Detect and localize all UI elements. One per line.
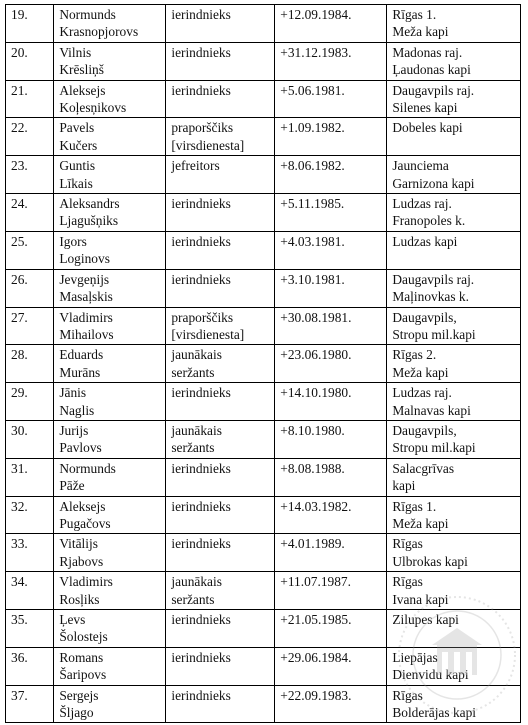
row-number-text: 28. — [11, 347, 28, 363]
person-name — [54, 383, 166, 421]
table-row — [6, 307, 521, 345]
last-name: Līkais — [59, 175, 93, 191]
first-name: Vilnis — [59, 44, 92, 60]
first-name: Vladimirs — [59, 309, 113, 325]
row-number — [6, 231, 54, 269]
table-row — [6, 383, 521, 421]
death-date — [275, 80, 387, 118]
burial-place-line-2: Ulbrokas kapi — [392, 553, 468, 569]
first-name: Normunds — [59, 460, 116, 476]
first-name: Aleksejs — [59, 82, 106, 98]
person-name — [54, 156, 166, 194]
first-name: Vitālijs — [59, 536, 98, 552]
person-name — [54, 458, 166, 496]
burial-place — [387, 269, 521, 307]
rank-line-2: seržants — [171, 591, 215, 607]
row-number — [6, 383, 54, 421]
row-number — [6, 458, 54, 496]
burial-place-line-1: Rīgas 2. — [392, 347, 437, 363]
person-name — [54, 5, 166, 43]
military-rank — [166, 194, 275, 232]
table-row — [6, 458, 521, 496]
row-number — [6, 118, 54, 156]
row-number-text: 23. — [11, 158, 28, 174]
rank-line-2: [virsdienesta] — [171, 326, 245, 342]
last-name: Masaļskis — [59, 289, 113, 305]
row-number-text: 19. — [11, 7, 28, 22]
death-date-text: +14.10.1980. — [280, 385, 352, 401]
rank-line-1: jaunākais — [171, 347, 222, 363]
burial-place-line-1: Salacgrīvas — [392, 460, 455, 476]
death-date — [275, 156, 387, 194]
death-date-text: +30.08.1981. — [280, 309, 352, 325]
burial-place-line-2: Franopoles k. — [392, 213, 466, 229]
death-date-text: +3.10.1981. — [280, 271, 345, 287]
row-number — [6, 647, 54, 685]
first-name: Aleksejs — [59, 498, 106, 514]
burial-place-line-1: Daugavpils raj. — [392, 271, 475, 287]
person-name — [54, 420, 166, 458]
person-name — [54, 647, 166, 685]
military-rank — [166, 458, 275, 496]
last-name: Pugačovs — [59, 515, 111, 531]
rank-line-1: jaunākais — [171, 422, 222, 438]
last-name: Rosļiks — [59, 591, 100, 607]
burial-place — [387, 685, 521, 723]
burial-place-line-1: Dobeles kapi — [392, 120, 463, 136]
burial-place-line-2: Silenes kapi — [392, 100, 458, 116]
table-row — [6, 647, 521, 685]
table-row — [6, 496, 521, 534]
row-number — [6, 307, 54, 345]
burial-place-line-1: Rīgas 1. — [392, 7, 437, 22]
person-name — [54, 269, 166, 307]
burial-place — [387, 42, 521, 80]
military-rank — [166, 269, 275, 307]
rank-line-1: ierindnieks — [171, 7, 231, 22]
military-rank — [166, 572, 275, 610]
death-date — [275, 307, 387, 345]
burial-place — [387, 610, 521, 648]
military-rank — [166, 420, 275, 458]
burial-place — [387, 307, 521, 345]
burial-place-line-1: Rīgas — [392, 574, 423, 590]
first-name: Jānis — [59, 385, 87, 401]
rank-line-1: jefreitors — [171, 158, 220, 174]
last-name: Pavlovs — [59, 440, 102, 456]
military-rank — [166, 383, 275, 421]
row-number — [6, 685, 54, 723]
burial-place-line-2: Garnizona kapi — [392, 175, 475, 191]
rank-line-1: ierindnieks — [171, 196, 231, 212]
row-number — [6, 269, 54, 307]
table-row — [6, 534, 521, 572]
first-name: Pavels — [59, 120, 95, 136]
burial-place — [387, 572, 521, 610]
death-date — [275, 496, 387, 534]
burial-place-line-2: Stropu mil.kapi — [392, 440, 476, 456]
death-date — [275, 345, 387, 383]
burial-place-line-1: Daugavpils, — [392, 422, 457, 438]
military-rank — [166, 80, 275, 118]
death-date-text: +12.09.1984. — [280, 7, 352, 22]
person-name — [54, 42, 166, 80]
person-name — [54, 194, 166, 232]
death-date-text: +22.09.1983. — [280, 687, 352, 703]
rank-line-1: ierindnieks — [171, 44, 231, 60]
row-number — [6, 534, 54, 572]
row-number — [6, 5, 54, 43]
person-name — [54, 307, 166, 345]
burial-place — [387, 5, 521, 43]
rank-line-2: [virsdienesta] — [171, 137, 245, 153]
row-number-text: 36. — [11, 649, 28, 665]
burial-place-line-1: Rīgas — [392, 687, 423, 703]
burial-place — [387, 458, 521, 496]
rank-line-2: seržants — [171, 364, 215, 380]
military-rank — [166, 42, 275, 80]
row-number-text: 35. — [11, 612, 28, 627]
first-name: Jevgeņijs — [59, 271, 110, 287]
burial-place — [387, 534, 521, 572]
death-date-text: +11.07.1987. — [280, 574, 351, 590]
last-name: Koļesņikovs — [59, 100, 127, 116]
table-row — [6, 610, 521, 648]
table-row — [6, 42, 521, 80]
row-number-text: 21. — [11, 82, 28, 98]
burial-place — [387, 383, 521, 421]
death-date-text: +31.12.1983. — [280, 44, 352, 60]
table-row — [6, 269, 521, 307]
row-number-text: 22. — [11, 120, 28, 136]
death-date — [275, 194, 387, 232]
last-name: Kučers — [59, 137, 98, 153]
death-date — [275, 458, 387, 496]
military-rank — [166, 345, 275, 383]
rank-line-1: ierindnieks — [171, 687, 231, 703]
burial-place-line-2: Dienvidu kapi — [392, 667, 469, 683]
burial-place-line-1: Rīgas — [392, 536, 423, 552]
table-row — [6, 156, 521, 194]
row-number-text: 34. — [11, 574, 28, 590]
military-rank — [166, 647, 275, 685]
row-number — [6, 42, 54, 80]
row-number-text: 33. — [11, 536, 28, 552]
rank-line-1: ierindnieks — [171, 385, 231, 401]
last-name: Šaripovs — [59, 667, 107, 683]
death-date — [275, 118, 387, 156]
person-name — [54, 231, 166, 269]
first-name: Guntis — [59, 158, 96, 174]
row-number — [6, 572, 54, 610]
rank-line-1: ierindnieks — [171, 460, 231, 476]
rank-line-1: praporščiks — [171, 120, 234, 136]
burial-place-line-2: Bolderājas kapi — [392, 705, 476, 721]
last-name: Naglis — [59, 402, 95, 418]
row-number-text: 27. — [11, 309, 28, 325]
burial-place-line-1: Liepājas — [392, 649, 438, 665]
burial-place-line-2: Maļinovkas k. — [392, 289, 469, 305]
first-name: Normunds — [59, 7, 116, 22]
row-number-text: 25. — [11, 233, 28, 249]
military-rank — [166, 307, 275, 345]
death-date — [275, 42, 387, 80]
row-number-text: 24. — [11, 196, 28, 212]
death-date — [275, 610, 387, 648]
rank-line-1: ierindnieks — [171, 612, 231, 627]
burial-place-line-1: Ludzas raj. — [392, 196, 452, 212]
row-number — [6, 420, 54, 458]
burial-place-line-2: Meža kapi — [392, 364, 449, 380]
person-name — [54, 496, 166, 534]
row-number — [6, 345, 54, 383]
row-number — [6, 194, 54, 232]
burial-place — [387, 345, 521, 383]
first-name: Igors — [59, 233, 87, 249]
last-name: Pāže — [59, 478, 85, 494]
burial-place — [387, 156, 521, 194]
death-date-text: +8.06.1982. — [280, 158, 345, 174]
row-number-text: 31. — [11, 460, 28, 476]
rank-line-1: ierindnieks — [171, 233, 231, 249]
first-name: Ļevs — [59, 612, 86, 627]
burial-place-line-1: Rīgas 1. — [392, 498, 437, 514]
last-name: Šolostejs — [59, 629, 108, 645]
last-name: Mihailovs — [59, 326, 114, 342]
death-date — [275, 231, 387, 269]
military-rank — [166, 496, 275, 534]
death-date-text: +1.09.1982. — [280, 120, 345, 136]
table-row — [6, 685, 521, 723]
first-name: Romans — [59, 649, 104, 665]
table-row — [6, 231, 521, 269]
rank-line-1: ierindnieks — [171, 82, 231, 98]
death-date-text: +21.05.1985. — [280, 612, 352, 627]
death-date — [275, 383, 387, 421]
rank-line-1: ierindnieks — [171, 536, 231, 552]
person-name — [54, 118, 166, 156]
death-date — [275, 534, 387, 572]
first-name: Eduards — [59, 347, 104, 363]
rank-line-1: ierindnieks — [171, 271, 231, 287]
row-number — [6, 156, 54, 194]
death-date-text: +23.06.1980. — [280, 347, 352, 363]
death-date-text: +4.03.1981. — [280, 233, 345, 249]
death-date — [275, 420, 387, 458]
death-date-text: +8.08.1988. — [280, 460, 345, 476]
last-name: Murāns — [59, 364, 101, 380]
burial-place — [387, 496, 521, 534]
person-name — [54, 610, 166, 648]
military-rank — [166, 118, 275, 156]
row-number — [6, 80, 54, 118]
rank-line-1: ierindnieks — [171, 498, 231, 514]
military-rank — [166, 5, 275, 43]
military-rank — [166, 610, 275, 648]
death-date — [275, 269, 387, 307]
burial-place-line-1: Ludzas kapi — [392, 233, 458, 249]
person-name — [54, 685, 166, 723]
burial-place — [387, 647, 521, 685]
death-date-text: +4.01.1989. — [280, 536, 345, 552]
table-row — [6, 118, 521, 156]
memorial-list-table — [5, 4, 521, 723]
burial-place-line-2: Meža kapi — [392, 515, 449, 531]
person-name — [54, 80, 166, 118]
rank-line-1: praporščiks — [171, 309, 234, 325]
first-name: Aleksandrs — [59, 196, 120, 212]
row-number-text: 32. — [11, 498, 28, 514]
rank-line-1: jaunākais — [171, 574, 222, 590]
last-name: Rjabovs — [59, 553, 104, 569]
burial-place-line-2: Malnavas kapi — [392, 402, 471, 418]
death-date — [275, 572, 387, 610]
death-date — [275, 5, 387, 43]
table-row — [6, 420, 521, 458]
row-number — [6, 496, 54, 534]
row-number-text: 29. — [11, 385, 28, 401]
burial-place — [387, 231, 521, 269]
burial-place-line-2: Meža kapi — [392, 24, 449, 40]
death-date — [275, 685, 387, 723]
person-name — [54, 572, 166, 610]
row-number-text: 37. — [11, 687, 28, 703]
rank-line-1: ierindnieks — [171, 649, 231, 665]
last-name: Ljagušņiks — [59, 213, 119, 229]
row-number-text: 30. — [11, 422, 28, 438]
table-row — [6, 5, 521, 43]
burial-place-line-2: Ļaudonas kapi — [392, 62, 471, 78]
death-date-text: +8.10.1980. — [280, 422, 345, 438]
burial-place-line-1: Jaunciema — [392, 158, 449, 174]
last-name: Krasnopjorovs — [59, 24, 139, 40]
death-date-text: +29.06.1984. — [280, 649, 352, 665]
burial-place-line-1: Daugavpils raj. — [392, 82, 475, 98]
table-body — [6, 5, 521, 723]
table-row — [6, 194, 521, 232]
burial-place — [387, 118, 521, 156]
military-rank — [166, 156, 275, 194]
burial-place — [387, 420, 521, 458]
death-date-text: +14.03.1982. — [280, 498, 352, 514]
row-number — [6, 610, 54, 648]
last-name: Šljago — [59, 705, 94, 721]
burial-place-line-1: Zilupes kapi — [392, 612, 459, 627]
burial-place-line-2: kapi — [392, 478, 416, 494]
death-date — [275, 647, 387, 685]
burial-place — [387, 80, 521, 118]
military-rank — [166, 231, 275, 269]
death-date-text: +5.11.1985. — [280, 196, 345, 212]
row-number-text: 26. — [11, 271, 28, 287]
burial-place-line-1: Madonas raj. — [392, 44, 463, 60]
person-name — [54, 345, 166, 383]
first-name: Sergejs — [59, 687, 99, 703]
burial-place-line-1: Ludzas raj. — [392, 385, 452, 401]
rank-line-2: seržants — [171, 440, 215, 456]
burial-place — [387, 194, 521, 232]
first-name: Vladimirs — [59, 574, 113, 590]
death-date-text: +5.06.1981. — [280, 82, 345, 98]
table-row — [6, 345, 521, 383]
row-number-text: 20. — [11, 44, 28, 60]
table-row — [6, 572, 521, 610]
first-name: Jurijs — [59, 422, 89, 438]
military-rank — [166, 534, 275, 572]
last-name: Krēsliņš — [59, 62, 104, 78]
burial-place-line-2: Ivana kapi — [392, 591, 449, 607]
person-name — [54, 534, 166, 572]
last-name: Loginovs — [59, 251, 110, 267]
burial-place-line-1: Daugavpils, — [392, 309, 457, 325]
table-row — [6, 80, 521, 118]
military-rank — [166, 685, 275, 723]
burial-place-line-2: Stropu mil.kapi — [392, 326, 476, 342]
